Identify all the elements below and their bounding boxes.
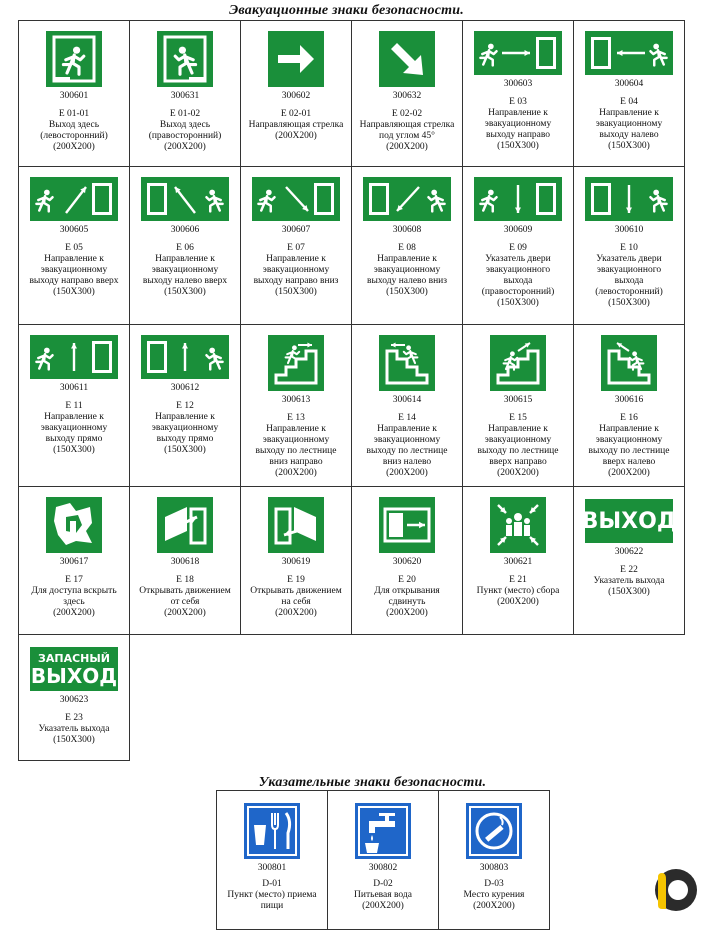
sign-caption: Е 08 Направление к эвакуационному выходу налево вниз (150Х300): [367, 243, 447, 297]
exit-left-icon: [46, 31, 102, 87]
stairs-up-right-icon: [490, 335, 546, 391]
direction-sign-cell: [438, 790, 550, 930]
sign-code: 300614: [392, 395, 422, 405]
sign-caption: Е 12 Направление к эвакуационному выходу прямо (150Х300): [151, 401, 219, 455]
slide-door-icon: [379, 497, 435, 553]
sign-code: 300803: [479, 863, 509, 873]
evac-sign-cell: [240, 166, 352, 325]
sign-code: 300619: [281, 557, 311, 567]
evacuation-section-title: Эвакуационные знаки безопасности.: [229, 3, 464, 18]
smoking-icon: [466, 803, 522, 859]
evac-sign-cell: [18, 324, 130, 487]
sign-text: ВЫХОД: [581, 508, 677, 534]
exit-right-icon: [157, 31, 213, 87]
sign-caption: Е 02-02 Направляющая стрелка под углом 45° (200Х200): [359, 109, 455, 152]
sign-code: 300618: [170, 557, 200, 567]
sign-code: 300612: [170, 383, 200, 393]
sign-caption: Е 13 Направление к эвакуационному выходу по лестнице вниз направо (200Х200): [255, 413, 337, 478]
sign-caption: Е 17 Для доступа вскрыть здесь (200Х200): [31, 575, 117, 618]
sign-code: 300609: [503, 225, 533, 235]
sign-code: 300623: [59, 695, 89, 705]
sign-caption: Е 01-02 Выход здесь (правосторонний) (200Х200): [148, 109, 222, 152]
push-door-icon: [157, 497, 213, 553]
sign-code: 300611: [59, 383, 89, 393]
evac-sign-cell: [462, 324, 574, 487]
sign-caption: Е 07 Направление к эвакуационному выходу направо вниз (150Х300): [253, 243, 339, 297]
sign-caption: D-01 Пункт (место) приема пищи: [227, 879, 317, 911]
evac-sign-cell: [351, 20, 463, 167]
sign-code: 300604: [614, 79, 644, 89]
water-tap-icon: [355, 803, 411, 859]
food-icon: [244, 803, 300, 859]
sign-code: 300610: [614, 225, 644, 235]
straight-right-icon: [141, 335, 229, 379]
evac-sign-cell: [240, 20, 352, 167]
direction-sign-cell: [216, 790, 328, 930]
direction-section-title: Указательные знаки безопасности.: [258, 775, 487, 790]
sign-caption: Е 03 Направление к эвакуационному выходу направо (150Х300): [484, 97, 552, 151]
arrow-right-icon: [268, 31, 324, 87]
sign-code: 300616: [614, 395, 644, 405]
direction-down-left-icon: [363, 177, 451, 221]
arrow-diagonal-icon: [379, 31, 435, 87]
assembly-point-icon: [490, 497, 546, 553]
evac-sign-cell: [351, 166, 463, 325]
sign-caption: Е 21 Пункт (место) сбора (200Х200): [476, 575, 560, 607]
sign-code: 300605: [59, 225, 89, 235]
sign-code: 300606: [170, 225, 200, 235]
door-right-icon: [474, 177, 562, 221]
direction-sign-cell: [327, 790, 439, 930]
evac-sign-cell: [129, 324, 241, 487]
evac-sign-cell: [573, 166, 685, 325]
direction-up-left-icon: [141, 177, 229, 221]
sign-caption: Е 01-01 Выход здесь (левосторонний) (200Х200): [40, 109, 108, 152]
direction-right-icon: [474, 31, 562, 75]
evac-sign-cell: [129, 166, 241, 325]
evac-sign-cell: [573, 486, 685, 635]
evac-sign-cell: [351, 486, 463, 635]
sign-code: 300603: [503, 79, 533, 89]
sign-caption: Е 10 Указатель двери эвакуационного выхода (левосторонний) (150Х300): [595, 243, 663, 308]
evac-sign-cell: [18, 486, 130, 635]
sign-caption: D-02 Питьевая вода (200Х200): [354, 879, 412, 911]
sign-code: 300601: [59, 91, 89, 101]
evac-sign-cell: [18, 634, 130, 761]
sign-code: 300801: [257, 863, 287, 873]
sign-code: 300802: [368, 863, 398, 873]
evac-sign-cell: [129, 20, 241, 167]
direction-up-right-icon: [30, 177, 118, 221]
emergency-exit-text-sign: [30, 647, 118, 691]
sign-caption: Е 16 Направление к эвакуационному выходу по лестнице вверх налево (200Х200): [588, 413, 670, 478]
sign-caption: Е 05 Направление к эвакуационному выходу направо вверх (150Х300): [29, 243, 119, 297]
evac-sign-cell: [573, 20, 685, 167]
sign-caption: Е 11 Направление к эвакуационному выходу прямо (150Х300): [40, 401, 108, 455]
break-glass-icon: [46, 497, 102, 553]
evac-sign-cell: [462, 166, 574, 325]
sign-code: 300602: [281, 91, 311, 101]
sign-code: 300621: [503, 557, 533, 567]
evac-sign-cell: [240, 324, 352, 487]
sign-code: 300613: [281, 395, 311, 405]
sign-code: 300632: [392, 91, 422, 101]
sign-caption: Е 15 Направление к эвакуационному выходу по лестнице вверх направо (200Х200): [477, 413, 559, 478]
evac-sign-cell: [240, 486, 352, 635]
sign-caption: Е 18 Открывать движением от себя (200Х200): [139, 575, 231, 618]
sign-caption: Е 23 Указатель выхода (150Х300): [38, 713, 110, 745]
stairs-up-left-icon: [601, 335, 657, 391]
sign-caption: Е 04 Направление к эвакуационному выходу налево (150Х300): [595, 97, 663, 151]
door-left-icon: [585, 177, 673, 221]
sign-caption: Е 22 Указатель выхода (150Х300): [593, 565, 665, 597]
sign-caption: Е 06 Направление к эвакуационному выходу налево вверх (150Х300): [142, 243, 228, 297]
sign-code: 300615: [503, 395, 533, 405]
sign-caption: Е 19 Открывать движением на себя (200Х200): [250, 575, 342, 618]
sign-text-bottom: ВЫХОД: [30, 663, 118, 688]
direction-down-right-icon: [252, 177, 340, 221]
straight-left-icon: [30, 335, 118, 379]
sign-caption: Е 20 Для открывания сдвинуть (200Х200): [374, 575, 440, 618]
evac-sign-cell: [129, 486, 241, 635]
company-logo-icon: [652, 865, 698, 915]
evac-sign-cell: [462, 486, 574, 635]
evac-sign-cell: [351, 324, 463, 487]
sign-caption: Е 14 Направление к эвакуационному выходу по лестнице вниз налево (200Х200): [366, 413, 448, 478]
sign-code: 300631: [170, 91, 200, 101]
sign-code: 300622: [614, 547, 644, 557]
evac-sign-cell: [18, 20, 130, 167]
sign-caption: Е 02-01 Направляющая стрелка (200Х200): [248, 109, 344, 141]
sign-text-top: ЗАПАСНЫЙ: [38, 651, 110, 665]
sign-code: 300620: [392, 557, 422, 567]
direction-left-icon: [585, 31, 673, 75]
evac-sign-cell: [573, 324, 685, 487]
sign-caption: D-03 Место курения (200Х200): [463, 879, 525, 911]
stairs-down-left-icon: [379, 335, 435, 391]
evac-sign-cell: [18, 166, 130, 325]
pull-door-icon: [268, 497, 324, 553]
sign-code: 300617: [59, 557, 89, 567]
sign-code: 300607: [281, 225, 311, 235]
sign-code: 300608: [392, 225, 422, 235]
exit-text-sign: [581, 499, 677, 543]
stairs-down-right-icon: [268, 335, 324, 391]
evac-sign-cell: [462, 20, 574, 167]
sign-caption: Е 09 Указатель двери эвакуационного выхода (правосторонний) (150Х300): [481, 243, 555, 308]
